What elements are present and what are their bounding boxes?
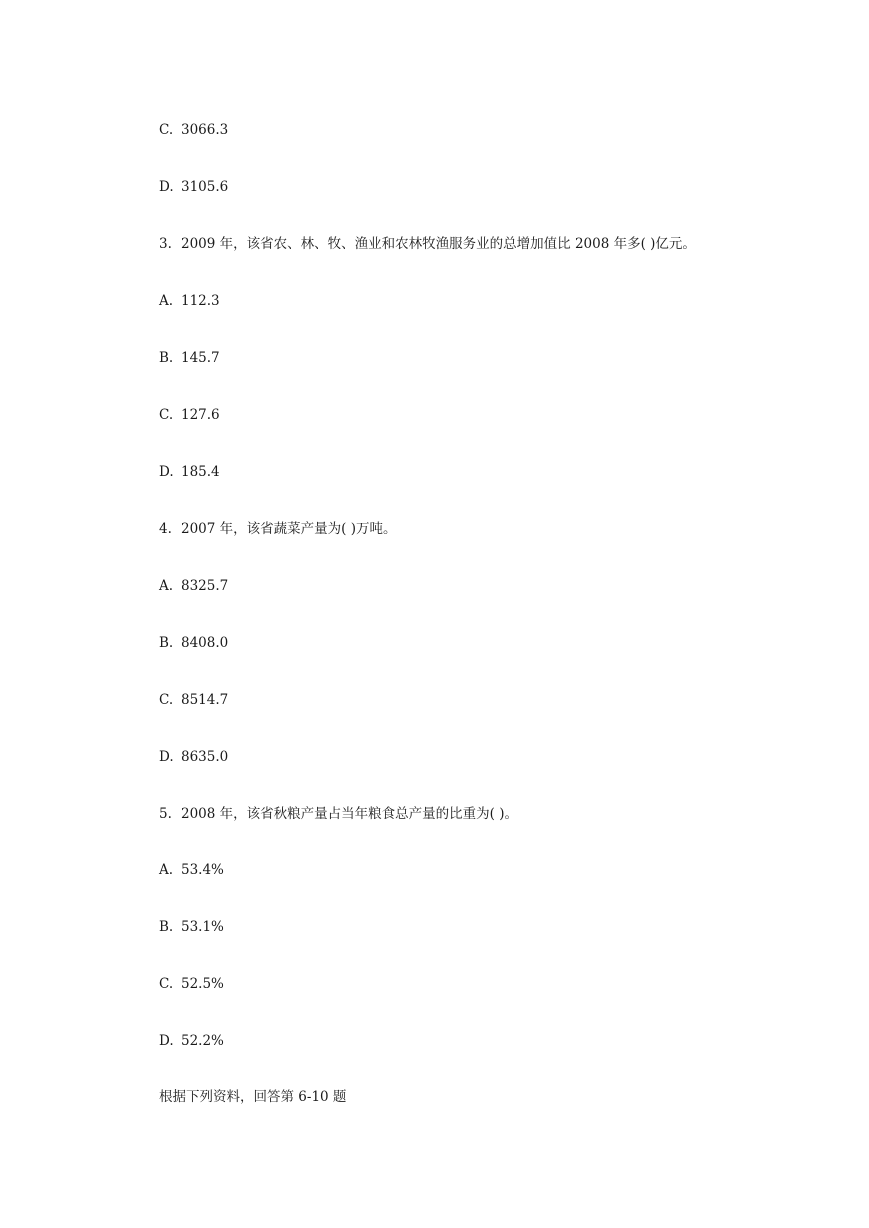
section-instruction: 根据下列资料，回答第 6-10 题 [159, 1089, 347, 1105]
option-value: 145.7 [181, 350, 220, 366]
option-value: 53.4% [181, 862, 224, 878]
option-value: 127.6 [181, 407, 220, 423]
q4-option-b [159, 634, 228, 652]
option-letter: D. [159, 464, 174, 480]
option-letter: B. [159, 919, 174, 935]
q2-option-c [159, 121, 228, 139]
option-value: 53.1% [181, 919, 224, 935]
option-value: 8635.0 [181, 749, 229, 765]
option-value: 3066.3 [181, 122, 229, 138]
question-text: 2009 年，该省农、林、牧、渔业和农林牧渔服务业的总增加值比 2008 年多( )亿元。 [181, 236, 696, 252]
option-value: 185.4 [181, 464, 220, 480]
question-text: 2008 年，该省秋粮产量占当年粮食总产量的比重为( )。 [181, 806, 518, 822]
question-text: 2007 年，该省蔬菜产量为( )万吨。 [181, 521, 397, 537]
option-value: 8514.7 [181, 692, 229, 708]
option-value: 112.3 [181, 293, 220, 309]
option-letter: A. [159, 578, 174, 594]
option-letter: B. [159, 635, 174, 651]
question-number: 4. [159, 521, 172, 537]
q5-option-d [159, 1032, 224, 1050]
q4-option-c [159, 691, 228, 709]
option-letter: D. [159, 1033, 174, 1049]
question-number: 5. [159, 806, 172, 822]
option-letter: D. [159, 749, 174, 765]
option-letter: A. [159, 293, 174, 309]
option-letter: C. [159, 976, 174, 992]
q3-option-d [159, 463, 220, 481]
option-value: 8325.7 [181, 578, 229, 594]
q2-option-d [159, 178, 228, 196]
option-value: 52.5% [181, 976, 224, 992]
option-letter: C. [159, 692, 174, 708]
q3-option-a [159, 292, 220, 310]
q3-option-b [159, 349, 220, 367]
question-3 [159, 235, 696, 253]
option-letter: C. [159, 122, 174, 138]
question-4 [159, 520, 396, 538]
option-value: 52.2% [181, 1033, 224, 1049]
option-letter: D. [159, 179, 174, 195]
option-letter: B. [159, 350, 174, 366]
option-letter: C. [159, 407, 174, 423]
q5-option-a [159, 861, 224, 879]
q4-option-d [159, 748, 228, 766]
option-value: 8408.0 [181, 635, 229, 651]
option-letter: A. [159, 862, 174, 878]
question-number: 3. [159, 236, 172, 252]
question-5 [159, 805, 518, 823]
option-value: 3105.6 [181, 179, 229, 195]
q5-option-c [159, 975, 224, 993]
q3-option-c [159, 406, 220, 424]
q5-option-b [159, 918, 224, 936]
q4-option-a [159, 577, 228, 595]
